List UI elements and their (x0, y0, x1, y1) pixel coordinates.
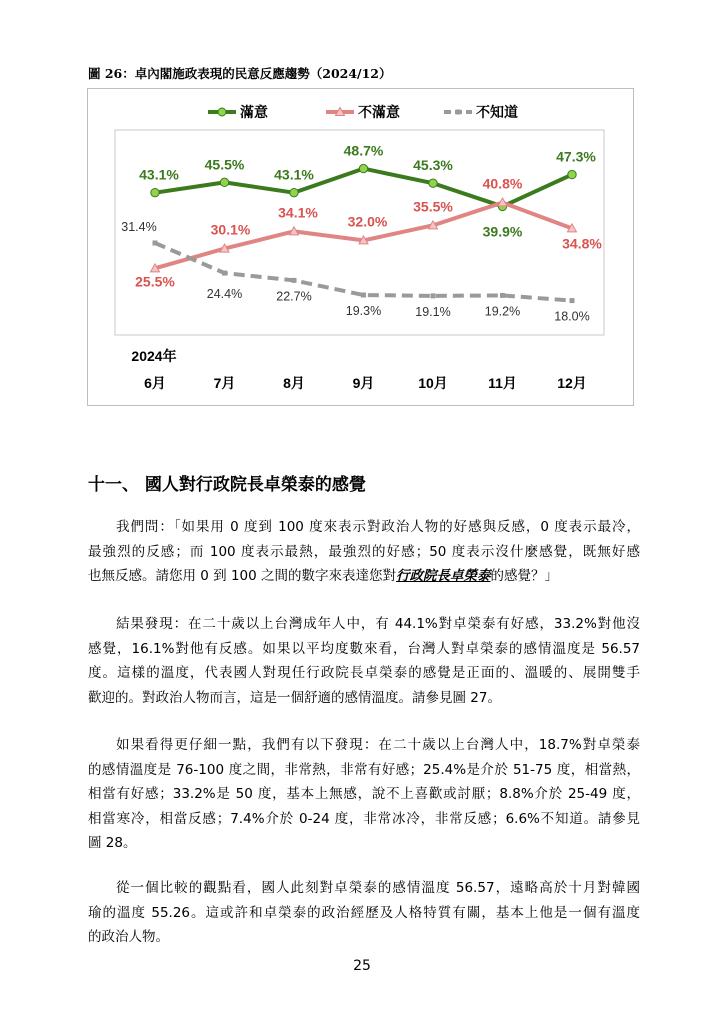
paragraph-comparison (88, 876, 640, 950)
paragraph-line: 如果看得更仔細一點，我們有以下發現：在二十歲以上台灣人中，18.7%對卓榮泰 (116, 737, 640, 753)
data-point (290, 188, 298, 196)
paragraph-line: 歡迎的。對政治人物而言，這是一個舒適的感情溫度。請參見圖 27。 (88, 689, 501, 706)
paragraph-line: 的政治人物。 (88, 929, 169, 945)
data-point (292, 278, 297, 283)
paragraph-line: 結果發現：在二十歲以上台灣成年人中，有 44.1%對卓榮泰有好感，33.2%對他沒 (116, 616, 640, 632)
data-label: 43.1% (139, 166, 179, 183)
data-point (431, 293, 436, 298)
text-span: 也無反感。請您用 0 到 100 之間的數字來表達您對 (88, 568, 397, 584)
paragraph-line: 度。這樣的溫度，代表國人對現任行政院長卓榮泰的感覺是正面的、溫暖的、展開雙手 (88, 665, 640, 681)
legend-label: 滿意 (240, 105, 268, 121)
paragraph-line: 最強烈的反感；而 100 度表示最熱，最強烈的好感；50 度表示沒什麼感覺，既無好感 (88, 543, 640, 560)
data-label: 40.8% (482, 175, 523, 192)
paragraph-line (88, 564, 640, 589)
x-tick-label: 11月 (488, 375, 517, 391)
chart-frame (87, 88, 634, 406)
data-point (361, 293, 366, 298)
data-label: 32.0% (347, 213, 388, 230)
data-label: 34.1% (278, 204, 318, 221)
data-label: 45.3% (413, 157, 453, 174)
x-tick-label: 9月 (352, 375, 375, 391)
paragraph-line: 瑜的溫度 55.26。這或許和卓榮泰的政治經歷及人格特質有關，基本上他是一個有溫度 (88, 904, 640, 921)
data-point (222, 271, 227, 276)
x-axis-year-label: 2024年 (131, 348, 177, 364)
paragraph-line: 的感情溫度是 76-100 度之間，非常熱，非常有好感；25.4%是介於 51-75 度，相當熱， (88, 761, 640, 778)
data-label: 43.1% (274, 166, 314, 183)
data-point (570, 298, 575, 303)
x-tick-label: 8月 (283, 375, 305, 391)
data-label: 19.3% (345, 304, 382, 319)
legend-label: 不知道 (476, 105, 518, 121)
x-tick-label: 10月 (418, 375, 448, 391)
data-point (568, 170, 576, 178)
data-label: 48.7% (343, 142, 384, 159)
data-label: 35.5% (413, 198, 453, 215)
figure-caption: 圖 26：卓內閣施政表現的民意反應趨勢（2024/12） (88, 66, 392, 81)
x-tick-label: 7月 (213, 375, 236, 391)
paragraph-line: 相當有好感；33.2%是 50 度，基本上無感，說不上喜歡或討厭；8.8%介於 25-49 度， (88, 786, 640, 802)
data-point (500, 293, 505, 298)
data-label: 25.5% (135, 273, 175, 290)
text-span: 的感覺？」 (490, 568, 559, 584)
data-point (359, 164, 367, 172)
paragraph-line: 我們問：「如果用 0 度到 100 度來表示對政治人物的好感與反感，0 度表示最冷， (116, 519, 640, 535)
data-label: 47.3% (556, 148, 596, 165)
data-point (151, 188, 159, 196)
paragraph-details (88, 733, 640, 856)
data-point (220, 178, 228, 186)
data-label: 39.9% (482, 223, 523, 240)
paragraph-results (88, 612, 640, 710)
paragraph-question (88, 515, 640, 589)
paragraph-line: 圖 28。 (88, 835, 137, 851)
data-label: 31.4% (121, 219, 157, 234)
data-point (153, 240, 158, 245)
data-label: 34.8% (562, 235, 602, 252)
emphasized-term: 行政院長卓榮泰 (396, 568, 491, 584)
data-label: 19.1% (415, 304, 451, 319)
data-label: 24.4% (206, 287, 243, 302)
x-tick-label: 12月 (557, 375, 587, 391)
legend-label: 不滿意 (358, 105, 400, 121)
paragraph-line: 感覺，16.1%對他有反感。如果以平均度數來看，台灣人對卓榮泰的感情溫度是 56.57 (88, 640, 640, 657)
data-label: 18.0% (554, 309, 590, 324)
page-number: 25 (353, 958, 371, 974)
paragraph-line: 相當寒冷，相當反感；7.4%介於 0-24 度，非常冰冷，非常反感；6.6%不知道。請參見 (88, 810, 640, 827)
section-heading: 十一、 國人對行政院長卓榮泰的感覺 (88, 475, 366, 495)
legend-marker (456, 110, 461, 115)
chart-legend (208, 104, 518, 121)
data-label: 45.5% (204, 156, 245, 173)
x-axis (131, 348, 586, 391)
legend-marker (218, 108, 226, 116)
data-label: 19.2% (484, 304, 521, 319)
data-point (429, 179, 437, 187)
paragraph-line: 從一個比較的觀點看，國人此刻對卓榮泰的感情溫度 56.57，遠略高於十月對韓國 (116, 880, 640, 896)
data-label: 22.7% (276, 289, 312, 304)
x-tick-label: 6月 (144, 375, 166, 391)
data-label: 30.1% (210, 221, 251, 238)
trend-line-chart (88, 89, 633, 405)
